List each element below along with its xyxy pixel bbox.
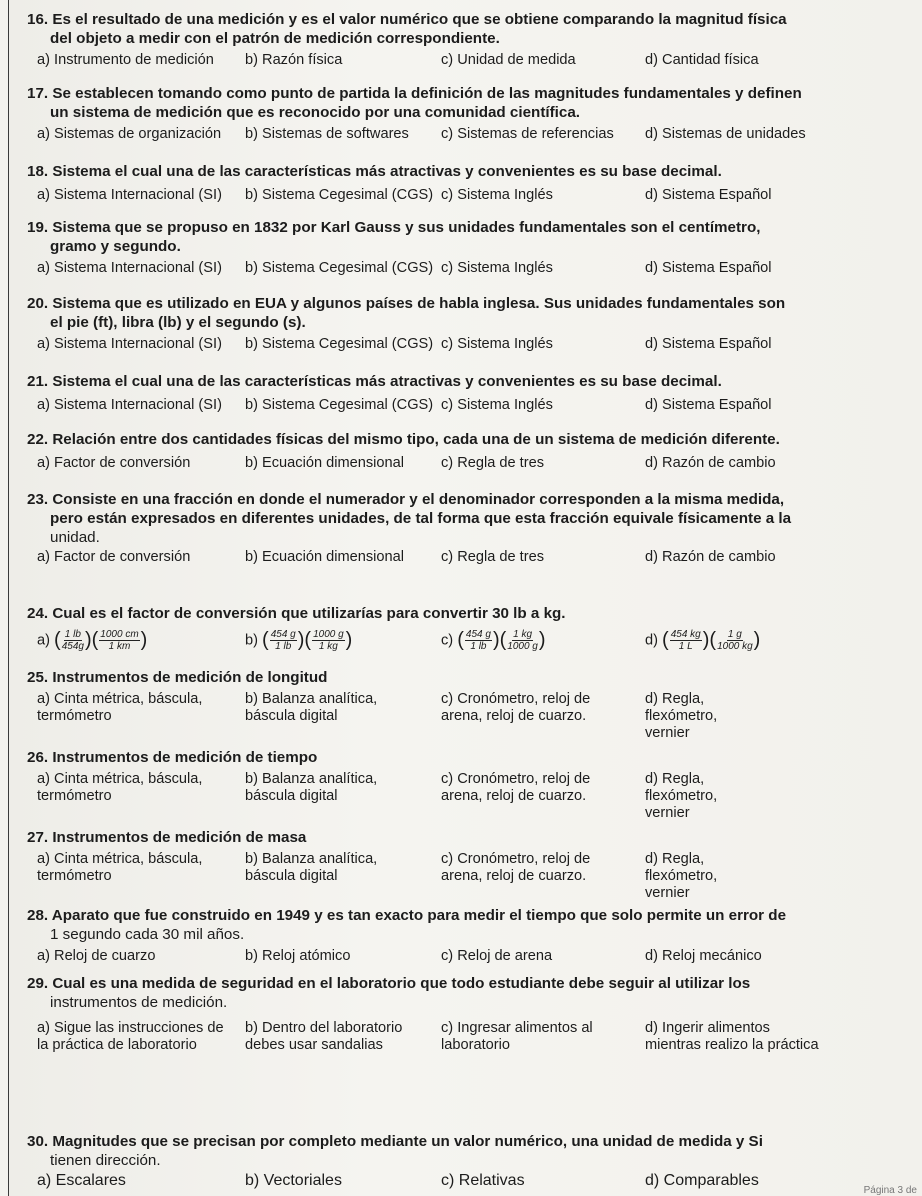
option-c: c) Ingresar alimentos al laboratorio bbox=[441, 1020, 593, 1053]
option-d: d) Regla, flexómetro, vernier bbox=[645, 691, 718, 741]
question-24 bbox=[27, 604, 919, 667]
option-a: a) Reloj de cuarzo bbox=[37, 948, 156, 964]
option-a: a) Escalares bbox=[37, 1172, 126, 1189]
option-d: d) Razón de cambio bbox=[645, 455, 776, 471]
option-a: a) Instrumento de medición bbox=[37, 52, 214, 68]
option-d: d) Sistema Español bbox=[645, 187, 772, 203]
option-label: c) bbox=[441, 632, 454, 649]
question-stem: 27. Instrumentos de medición de masa bbox=[27, 829, 307, 846]
question-stem: 28. Aparato que fue construido en 1949 y es tan exacto para medir el tiempo que solo permite un error de bbox=[27, 907, 787, 924]
option-d: d) Regla, flexómetro, vernier bbox=[645, 851, 718, 901]
question-27 bbox=[27, 828, 919, 911]
option-d: d) Comparables bbox=[645, 1172, 759, 1189]
question-stem-cont: del objeto a medir con el patrón de medición correspondiente. bbox=[50, 30, 500, 47]
option-d: d) Sistema Español bbox=[645, 260, 772, 276]
option-a: a) Sistema Internacional (SI) bbox=[37, 187, 222, 203]
option-a: a) Sistema Internacional (SI) bbox=[37, 336, 222, 352]
question-21 bbox=[27, 372, 919, 437]
numerator: 454 g bbox=[465, 629, 491, 640]
question-stem: 26. Instrumentos de medición de tiempo bbox=[27, 749, 318, 766]
option-label: d) bbox=[645, 632, 658, 649]
question-stem-cont: unidad. bbox=[50, 529, 100, 546]
question-30 bbox=[27, 1132, 919, 1192]
question-stem-cont: un sistema de medición que es reconocido por una comunidad científica. bbox=[50, 104, 580, 121]
option-a: a) Cinta métrica, báscula, termómetro bbox=[37, 771, 203, 804]
denominator: 1 lb bbox=[275, 641, 292, 652]
option-a: a) Sistema Internacional (SI) bbox=[37, 260, 222, 276]
denominator: 1 kg bbox=[318, 641, 338, 652]
question-26 bbox=[27, 748, 919, 831]
question-stem-cont: 1 segundo cada 30 mil años. bbox=[50, 926, 245, 943]
option-a: a) Sistemas de organización bbox=[37, 126, 222, 142]
question-stem-cont: el pie (ft), libra (lb) y el segundo (s). bbox=[50, 314, 306, 331]
question-17 bbox=[27, 84, 919, 166]
option-b: b) Sistemas de softwares bbox=[245, 126, 409, 142]
fraction bbox=[670, 629, 702, 652]
question-22 bbox=[27, 430, 919, 495]
option-c: c) Cronómetro, reloj de arena, reloj de cuarzo. bbox=[441, 851, 591, 884]
question-25 bbox=[27, 668, 919, 751]
question-stem-cont: gramo y segundo. bbox=[50, 238, 181, 255]
question-stem: 24. Cual es el factor de conversión que utilizarías para convertir 30 lb a kg. bbox=[27, 605, 566, 622]
option-b: b) Sistema Cegesimal (CGS) bbox=[245, 336, 434, 352]
option-b: b) Ecuación dimensional bbox=[245, 549, 404, 565]
question-stem-cont: instrumentos de medición. bbox=[50, 994, 228, 1011]
fraction bbox=[507, 629, 538, 652]
option-a: a) Cinta métrica, báscula, termómetro bbox=[37, 691, 203, 724]
option-c: c) Cronómetro, reloj de arena, reloj de cuarzo. bbox=[441, 771, 591, 804]
option-b: b) ( $\frac{454 g}{1 lb}$ )( $\frac{1000 g}{1 kg}$ ) bbox=[245, 629, 353, 652]
option-b: b) Sistema Cegesimal (CGS) bbox=[245, 260, 434, 276]
question-29 bbox=[27, 974, 919, 1100]
option-b: b) Dentro del laboratorio debes usar sandalias bbox=[245, 1020, 403, 1053]
question-stem: 30. Magnitudes que se precisan por completo mediante un valor numérico, una unidad de medida y Si bbox=[27, 1133, 763, 1150]
worksheet-page bbox=[8, 0, 922, 1196]
question-stem: 19. Sistema que se propuso en 1832 por Karl Gauss y sus unidades fundamentales son el centímetro, bbox=[27, 219, 761, 236]
numerator: 1 g bbox=[727, 629, 742, 640]
question-19 bbox=[27, 218, 919, 300]
option-c: c) Sistema Inglés bbox=[441, 187, 553, 203]
option-d: d) Cantidad física bbox=[645, 52, 759, 68]
option-c: c) Unidad de medida bbox=[441, 52, 576, 68]
numerator: 1 kg bbox=[513, 629, 533, 640]
option-c: c) Relativas bbox=[441, 1172, 525, 1189]
question-stem: 16. Es el resultado de una medición y es el valor numérico que se obtiene comparando la magnitud física bbox=[27, 11, 787, 28]
option-d: d) Razón de cambio bbox=[645, 549, 776, 565]
question-stem: 29. Cual es una medida de seguridad en el laboratorio que todo estudiante debe seguir al utilizar los bbox=[27, 975, 751, 992]
question-20 bbox=[27, 294, 919, 376]
option-b: b) Balanza analítica, báscula digital bbox=[245, 691, 378, 724]
fraction bbox=[717, 629, 753, 652]
numerator: 1000 cm bbox=[100, 629, 139, 640]
question-stem: 18. Sistema el cual una de las características más atractivas y convenientes es su base decimal. bbox=[27, 163, 722, 180]
option-b: b) Vectoriales bbox=[245, 1172, 342, 1189]
option-d: d) Sistema Español bbox=[645, 397, 772, 413]
option-a: a) Factor de conversión bbox=[37, 549, 191, 565]
option-b: b) Sistema Cegesimal (CGS) bbox=[245, 397, 434, 413]
question-stem: 25. Instrumentos de medición de longitud bbox=[27, 669, 328, 686]
numerator: 454 kg bbox=[670, 629, 701, 640]
denominator: 454g bbox=[61, 641, 84, 652]
option-d: d) ( $\frac{454 kg}{1 L}$ )( $\frac{1 g}{1000 kg}$ ) bbox=[645, 629, 761, 652]
fraction bbox=[99, 629, 139, 652]
option-c: c) Sistemas de referencias bbox=[441, 126, 614, 142]
option-d: d) Ingerir alimentos mientras realizo la práctica bbox=[645, 1020, 819, 1053]
fraction bbox=[465, 629, 492, 652]
fraction bbox=[62, 629, 84, 652]
option-c: c) Regla de tres bbox=[441, 549, 545, 565]
option-b: b) Ecuación dimensional bbox=[245, 455, 404, 471]
question-stem: 23. Consiste en una fracción en donde el numerador y el denominador corresponden a la misma medida, bbox=[27, 491, 785, 508]
option-label: a) bbox=[37, 632, 50, 649]
option-c: c) Regla de tres bbox=[441, 455, 545, 471]
option-b: b) Razón física bbox=[245, 52, 343, 68]
numerator: 1 lb bbox=[64, 629, 81, 640]
question-16 bbox=[27, 10, 919, 92]
option-a: a) Sistema Internacional (SI) bbox=[37, 397, 222, 413]
option-a: a) Factor de conversión bbox=[37, 455, 191, 471]
option-c: c) Sistema Inglés bbox=[441, 397, 553, 413]
denominator: 1000 g bbox=[507, 641, 538, 652]
option-a: a) Sigue las instrucciones de la práctica de laboratorio bbox=[37, 1020, 224, 1053]
option-d: d) Reloj mecánico bbox=[645, 948, 762, 964]
option-c: c) Sistema Inglés bbox=[441, 336, 553, 352]
fraction bbox=[270, 629, 297, 652]
question-stem-cont: tienen dirección. bbox=[50, 1152, 161, 1169]
option-c: c) Sistema Inglés bbox=[441, 260, 553, 276]
question-28 bbox=[27, 906, 919, 972]
question-stem-cont: pero están expresados en diferentes unidades, de tal forma que esta fracción equivale físicamente a la bbox=[50, 510, 792, 527]
page-number: Página 3 de bbox=[863, 1185, 917, 1196]
option-c: c) Cronómetro, reloj de arena, reloj de cuarzo. bbox=[441, 691, 591, 724]
option-a: a) ( $\frac{1 lb}{454g}$ )( $\frac{1000 cm}{1 km}$ ) bbox=[37, 629, 148, 652]
option-d: d) Regla, flexómetro, vernier bbox=[645, 771, 718, 821]
option-b: b) Sistema Cegesimal (CGS) bbox=[245, 187, 434, 203]
option-b: b) Reloj atómico bbox=[245, 948, 351, 964]
question-stem: 22. Relación entre dos cantidades físicas del mismo tipo, cada una de un sistema de medición diferente. bbox=[27, 431, 780, 448]
option-d: d) Sistemas de unidades bbox=[645, 126, 806, 142]
option-b: b) Balanza analítica, báscula digital bbox=[245, 851, 378, 884]
option-a: a) Cinta métrica, báscula, termómetro bbox=[37, 851, 203, 884]
option-b: b) Balanza analítica, báscula digital bbox=[245, 771, 378, 804]
question-23 bbox=[27, 490, 919, 589]
question-stem: 21. Sistema el cual una de las características más atractivas y convenientes es su base decimal. bbox=[27, 373, 722, 390]
numerator: 1000 g bbox=[313, 629, 344, 640]
option-c: c) ( $\frac{454 g}{1 lb}$ )( $\frac{1 kg}{1000 g}$ ) bbox=[441, 629, 546, 652]
fraction bbox=[312, 629, 345, 652]
option-c: c) Reloj de arena bbox=[441, 948, 553, 964]
question-stem: 17. Se establecen tomando como punto de partida la definición de las magnitudes fundamentales y definen bbox=[27, 85, 802, 102]
denominator: 1 km bbox=[108, 641, 131, 652]
numerator: 454 g bbox=[270, 629, 296, 640]
option-label: b) bbox=[245, 632, 258, 649]
option-d: d) Sistema Español bbox=[645, 336, 772, 352]
denominator: 1 lb bbox=[470, 641, 487, 652]
denominator: 1000 kg bbox=[717, 641, 753, 652]
question-stem: 20. Sistema que es utilizado en EUA y algunos países de habla inglesa. Sus unidades fundamentales son bbox=[27, 295, 786, 312]
denominator: 1 L bbox=[678, 641, 693, 652]
